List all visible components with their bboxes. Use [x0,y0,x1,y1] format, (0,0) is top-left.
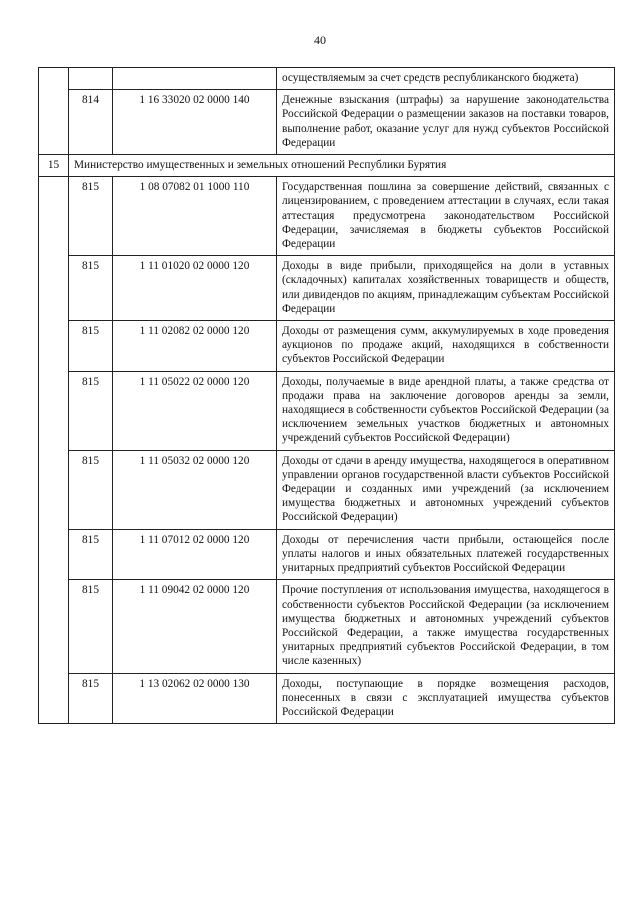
ministry-row [39,155,615,177]
revenue-description-cell: Доходы, поступающие в порядке возмещения расходов, понесенных в связи с эксплуатацией имущества субъектов Российской Федерации [277,673,615,724]
revenue-description-cell: Прочие поступления от использования имущества, находящегося в собственности субъектов Российской Федерации (за исключением имущества бюджетных и автономных учреждений субъектов Российской Федерации, а также имущества государственных унитарных предприятий субъектов Российской Федерации, в том числе казенных) [277,580,615,673]
ministry-number: 15 [39,155,69,177]
admin-code-cell: 815 [69,529,113,580]
admin-code-cell: 815 [69,580,113,673]
revenue-description-cell: осуществляемым за счет средств республиканского бюджета) [277,68,615,90]
table-row [39,371,615,450]
revenue-code-cell: 1 11 09042 02 0000 120 [113,580,277,673]
revenue-description-cell: Доходы от перечисления части прибыли, остающейся после уплаты налогов и иных обязательных платежей государственных унитарных предприятий субъектов Российской Федерации [277,529,615,580]
revenue-description-cell: Доходы, получаемые в виде арендной платы, а также средства от продажи права на заключение договоров аренды за земли, находящиеся в собственности субъектов Российской Федерации (за исключением земельных участков бюджетных и автономных учреждений субъектов Российской Федерации) [277,371,615,450]
revenue-description-cell: Доходы в виде прибыли, приходящейся на доли в уставных (складочных) капиталах хозяйственных товариществ и обществ, или дивидендов по акциям, принадлежащим субъектам Российской Федерации [277,256,615,321]
section-number-cell [39,177,69,724]
revenue-code-cell: 1 13 02062 02 0000 130 [113,673,277,724]
revenue-administrators-table [38,67,615,724]
admin-code-cell: 815 [69,256,113,321]
table-row [39,256,615,321]
table-row [39,68,615,90]
revenue-description-cell: Доходы от размещения сумм, аккумулируемых в ходе проведения аукционов по продаже акций, находящихся в собственности субъектов Российской Федерации [277,321,615,372]
table-row [39,90,615,155]
admin-code-cell: 815 [69,321,113,372]
revenue-code-cell: 1 11 05022 02 0000 120 [113,371,277,450]
revenue-code-cell: 1 08 07082 01 1000 110 [113,177,277,256]
page-number: 40 [314,33,326,47]
revenue-code-cell: 1 11 02082 02 0000 120 [113,321,277,372]
revenue-code-cell [113,68,277,90]
table-row [39,177,615,256]
revenue-description-cell: Денежные взыскания (штрафы) за нарушение законодательства Российской Федерации о размещении заказов на поставки товаров, выполнение работ, оказание услуг для нужд субъектов Российской Федерации [277,90,615,155]
admin-code-cell: 815 [69,177,113,256]
revenue-code-cell: 1 11 07012 02 0000 120 [113,529,277,580]
table-row [39,321,615,372]
table-row [39,450,615,529]
ministry-name: Министерство имущественных и земельных отношений Республики Бурятия [69,155,615,177]
table-row [39,529,615,580]
revenue-code-cell: 1 16 33020 02 0000 140 [113,90,277,155]
revenue-description-cell: Доходы от сдачи в аренду имущества, находящегося в оперативном управлении органов государственной власти субъектов Российской Федерации и созданных ими учреждений (за исключением имущества бюджетных и автономных учреждений субъектов Российской Федерации) [277,450,615,529]
admin-code-cell: 815 [69,371,113,450]
section-number-cell [39,68,69,155]
revenue-code-cell: 1 11 01020 02 0000 120 [113,256,277,321]
admin-code-cell: 815 [69,450,113,529]
table-row [39,580,615,673]
admin-code-cell: 815 [69,673,113,724]
admin-code-cell: 814 [69,90,113,155]
revenue-description-cell: Государственная пошлина за совершение действий, связанных с лицензированием, с проведением аттестации в случаях, если такая аттестация предусмотрена законодательством Российской Федерации, зачисляемая в бюджеты субъектов Российской Федерации [277,177,615,256]
revenue-code-cell: 1 11 05032 02 0000 120 [113,450,277,529]
table-row [39,673,615,724]
admin-code-cell [69,68,113,90]
